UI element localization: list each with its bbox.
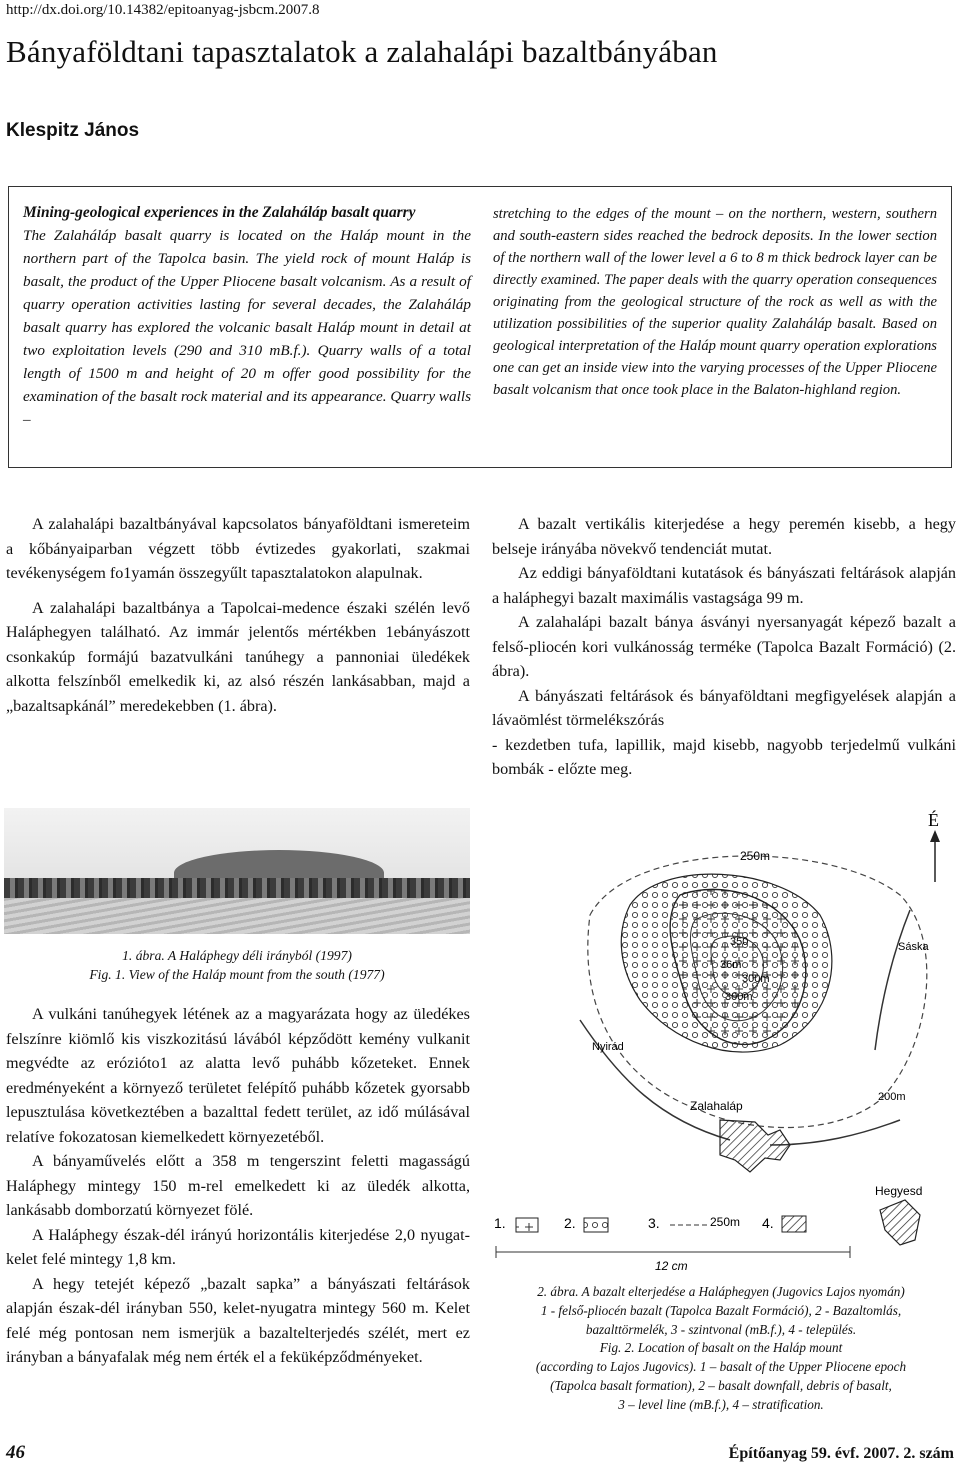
road-label-saska: Sáska <box>898 941 929 953</box>
abstract-box <box>8 186 952 468</box>
legend-2-label: 2. <box>564 1215 576 1231</box>
meadow <box>4 898 470 934</box>
figure-2-caption-line: 1 - felső-pliocén bazalt (Tapolca Bazalt Formáció), 2 - Bazaltomlás, <box>540 1302 902 1318</box>
abstract-heading: Mining-geological experiences in the Zalaháláp basalt quarry <box>23 204 416 221</box>
tree-line <box>4 878 470 898</box>
paragraph: A zalahalápi bazalt bánya ásványi nyersanyagát képező bazalt a felső-pliocén kori vulkánosság terméke (Tapolca Bazalt Formáció) (2. ábra). <box>492 613 956 680</box>
contour-label-250m: 250m <box>740 849 771 863</box>
village-label-zalahalap: Zalahaláp <box>690 1099 743 1113</box>
journal-reference: Építőanyag 59. évf. 2007. 2. szám <box>728 1445 954 1462</box>
legend-4-label: 4. <box>762 1215 774 1231</box>
north-label: É <box>928 810 939 830</box>
figure-2-caption-line: bazalttörmelék, 3 - szintvonal (mB.f.), 4 - település. <box>585 1321 857 1337</box>
geological-map <box>480 800 956 1276</box>
abstract-text-right: stretching to the edges of the mount – on the northern, western, southern and south-eastern sides reached the bedrock deposits. In the lower section of the northern wall of the lower level a 6 to 8 m thick bedrock layer can be directly examined. The paper deals with the quarry operation consequences originating from the geological structure of the rock as well as with the utilization possibilities of the superior quality Zalaháláp basalt. Based on geological interpretation of the Haláp mount quarry operation explorations one can get an inside view into the varying processes of the Upper Pliocene basalt volcanism that once took place in the Balaton-highland region. <box>493 206 937 398</box>
village-hegyesd <box>880 1200 920 1245</box>
road-label-nyirad: Nyirád <box>592 1041 624 1053</box>
figure-1-caption-en: Fig. 1. View of the Haláp mount from the south (1977) <box>89 967 385 982</box>
doi-link[interactable]: http://dx.doi.org/10.14382/epitoanyag-jsbcm.2007.8 <box>6 2 320 18</box>
paragraph: A bányászati feltárások és bányaföldtani megfigyelések alapján a lávaömlést törmelékszórás <box>492 686 956 729</box>
figure-2-caption-line: (Tapolca basalt formation), 2 – basalt downfall, debris of basalt, <box>550 1377 892 1393</box>
figure-2-caption-line: 3 – level line (mB.f.), 4 – stratification. <box>618 1396 824 1412</box>
figure-1-caption <box>4 946 470 984</box>
figure-1-caption-hu: 1. ábra. A Haláphegy déli irányból (1997) <box>122 948 352 963</box>
paragraph: A zalahalápi bazaltbányával kapcsolatos bányaföldtani ismereteim a kőbányaiparban végzett több évtizedes gyakorlati, szakmai tevékenységem fo1yamán összegyűlt tapasztalatokon alapulnak. <box>6 515 470 582</box>
contour-label-200m: 200m <box>878 1091 906 1103</box>
paragraph: A vulkáni tanúhegyek létének az a magyarázata hogy az üledékes felszínre kiömlő kis viszkozitású lávából képződött kemény vulkanit megvédte az erózióto1 az alatta levő puhább kőzeteket. Ennek eredményeként a környező területet felépítő puhább kőzetek gyorsabb lepusztulása következtében a bazalttal fedett terület, az idő múlásával relatíve fokozatosan kiemelkedett környezetéből. <box>6 1005 470 1146</box>
legend-settlement-swatch <box>782 1216 806 1232</box>
page-number: 46 <box>6 1442 25 1463</box>
figure-2-caption-line: (according to Lajos Jugovics). 1 – basalt of the Upper Pliocene epoch <box>535 1359 907 1375</box>
road-saska <box>875 910 910 1050</box>
paragraph: - kezdetben tufa, lapillik, majd kisebb, nagyobb terjedelmű vulkáni bombák - előzte meg. <box>492 735 956 778</box>
paragraph: Az eddigi bányaföldtani kutatások és bányászati feltárások alapján a haláphegyi bazalt maximális vastagsága 99 m. <box>492 564 956 607</box>
paragraph: A zalahalápi bazaltbánya a Tapolcai-medence északi szélén levő Haláphegyen található. Az immár jelentős mértékben 1ebányászott csonkakúp formájú bazatvulkáni tanúhegy a pannoniai üledékek alkotta felszínből emelkedik ki, az alsó részén lankásabban, majd a „bazaltsapkánál” meredekebben (1. ábra). <box>6 598 470 715</box>
paragraph: A hegy tetejét képező „bazalt sapka” a bányászati feltárások alapján észak-dél irányban 550, kelet-nyugatra mintegy 560 m. Kelet felé még pontosan nem ismerjük a bazaltelterjedés szélét, mert ez irányban a bányafalak még nem érték el a feküképződményeket. <box>6 1274 470 1366</box>
paragraph: A bányaművelés előtt a 358 m tengerszint feletti magasságú Haláphegy mintegy 150 m-rel emelkedett ki az üledék alkotta, lankásabb domborzatú környezet fölé. <box>6 1152 470 1219</box>
contour-label-350: 350 <box>730 936 749 948</box>
figure-2-caption-line: 2. ábra. A bazalt elterjedése a Haláphegyen (Jugovics Lajos nyomán) <box>537 1284 905 1299</box>
legend-contour-value: 250m <box>710 1215 741 1229</box>
legend-debris-swatch <box>584 1218 608 1232</box>
paragraph: A Haláphegy észak-dél irányú horizontális kiterjedése 2,0 nyugat-kelet felé mintegy 1,8 km. <box>6 1225 470 1268</box>
road-east <box>770 1120 900 1145</box>
abstract-text-left: The Zalaháláp basalt quarry is located on the Haláp mount in the northern part of the Tapolca basin. The yield rock of mount Haláp is basalt, the product of the Upper Pliocene basalt volcanism. As a result of quarry operation activities lasting for several decades, the Zalaháláp basalt quarry has explored the volcanic basalt Haláp mount in detail at two exploitation levels (290 and 310 mB.f.). Quarry walls of a total length of 1500 m and height of 20 m offer good possibility for the examination of the basalt rock material and its appearance. Quarry walls – <box>23 227 471 428</box>
article-title: Bányaföldtani tapasztalatok a zalahalápi bazaltbányában <box>6 34 718 69</box>
figure-2-caption <box>486 1283 956 1415</box>
legend-3-label: 3. <box>648 1215 660 1231</box>
body-left-bottom <box>6 1002 470 1370</box>
body-left-top <box>6 512 470 718</box>
contour-label-36m: 36m <box>720 959 742 971</box>
figure-2-caption-line: Fig. 2. Location of basalt on the Haláp mount <box>599 1340 843 1356</box>
legend-1-label: 1. <box>494 1215 506 1231</box>
abstract-left-column <box>23 201 471 431</box>
legend-basalt-swatch <box>516 1218 538 1232</box>
abstract-right-column <box>493 203 937 401</box>
body-right-top <box>492 512 956 782</box>
village-label-hegyesd: Hegyesd <box>875 1184 923 1198</box>
contour-label-300m-south: 300m <box>725 991 753 1003</box>
north-arrow-icon <box>930 830 940 882</box>
author-name: Klespitz János <box>6 120 140 141</box>
paragraph: A bazalt vertikális kiterjedése a hegy peremén kisebb, a hegy belseje irányába növekvő tendenciát mutat. <box>492 515 956 558</box>
scale-label: 12 cm <box>655 1259 688 1273</box>
haláp-mount-photo <box>4 808 470 934</box>
contour-label-300m: 300m <box>742 973 770 985</box>
